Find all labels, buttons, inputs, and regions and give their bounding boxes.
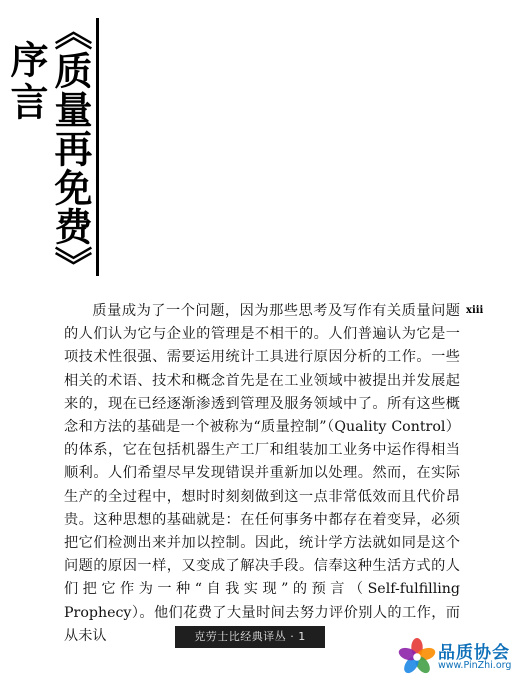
logo-url: www.PinZhi.org [438,660,512,671]
page-title [4,12,92,285]
flower-logo-icon [398,638,436,676]
series-footer: 克劳士比经典译丛 · 1 [175,626,325,648]
title-divider [96,18,99,276]
body-text [64,300,460,648]
book-title: 《质量再免费》 [48,12,92,285]
paragraph: 质量成为了一个问题，因为那些思考及写作有关质量问题的人们认为它与企业的管理是不相干的。人们普遍认为它是一项技术性很强、需要运用统计工具进行原因分析的工作。一些相关的术语、技术和概念首先是在工业领域中被提出并发展起来的，现在已经逐渐渗透到管理及服务领域中了。所有这些概念和方法的基础是一个被称为“质量控制”（Quality Control）的体系，它在包括机器生产工厂和组装加工业务中运作得相当顺利。人们希望尽早发现错误并重新加以处理。然而，在实际生产的全过程中，想时时刻刻做到这一点非常低效而且代价昂贵。这种思想的基础就是：在任何事务中都存在着变异，必须把它们检测出来并加以控制。因此，统计学方法就如同是这个问题的原因一样，又变成了解决手段。信奉这种生活方式的人们把它作为一种“自我实现”的预言（Self-fulfilling Prophecy）。他们花费了大量时间去努力评价别人的工作，而从未认 [64,303,460,644]
page-number: xiii [466,305,484,316]
watermark-logo [398,636,523,678]
section-title: 序言 [4,40,48,124]
logo-name: 品质协会 [438,643,510,663]
